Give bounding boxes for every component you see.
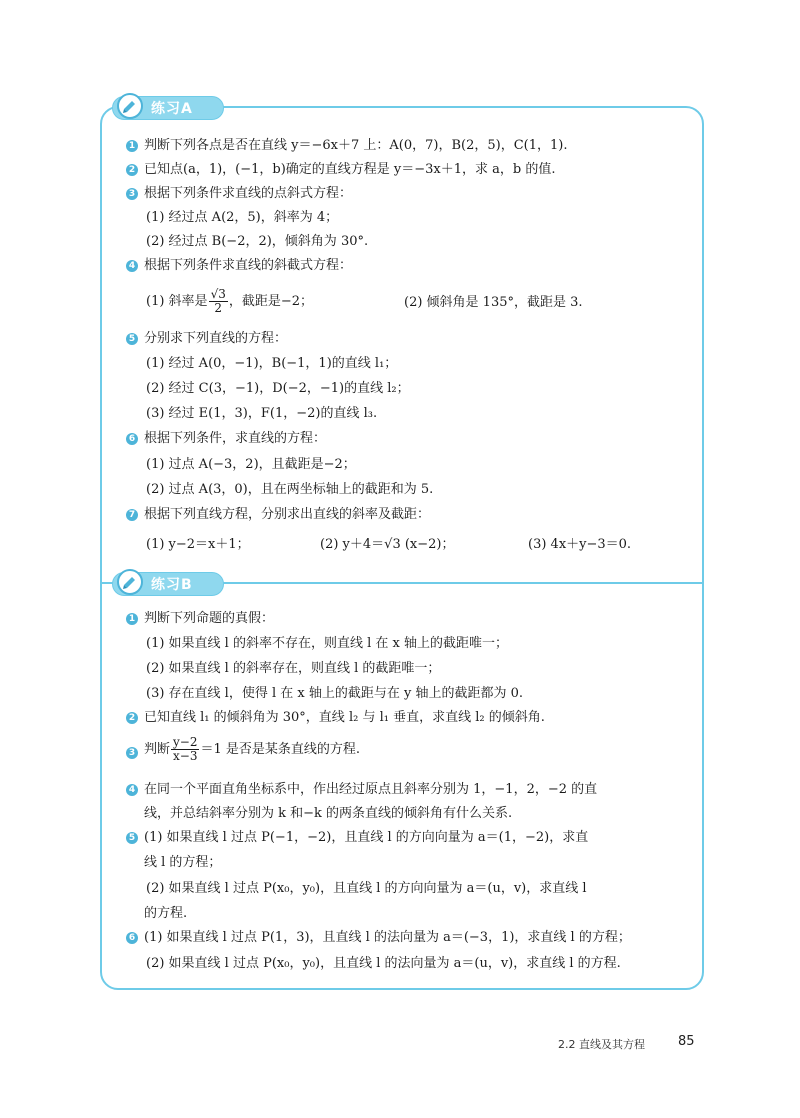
problem-text-cont: 线，并总结斜率分别为 k 和−k 的两条直线的倾斜角有什么关系.: [144, 806, 513, 821]
problem-text: 根据下列条件，求直线的方程：: [144, 431, 327, 446]
problem-text: 判断下列命题的真假：: [144, 611, 275, 626]
problem-number: 5: [126, 333, 138, 345]
problem-number: 4: [126, 260, 138, 272]
sub-item-fraction: (1) 斜率是 $\frac{√3}{2}$ ，截距是−2；: [146, 287, 314, 315]
sub-item: (2) 经过 C(3，−1)，D(−2，−1)的直线 l₂；: [146, 381, 410, 396]
problem-number: 6: [126, 433, 138, 445]
sub-item: (2) y＋4＝√3 (x−2)；: [320, 537, 455, 552]
sub-item: (2) 如果直线 l 的斜率存在，则直线 l 的截距唯一；: [146, 661, 441, 676]
problem-text: 已知直线 l₁ 的倾斜角为 30°，直线 l₂ 与 l₁ 垂直，求直线 l₂ 的倾斜角.: [144, 710, 545, 725]
problem-text: 在同一个平面直角坐标系中，作出经过原点且斜率分别为 1，−1，2，−2 的直: [144, 782, 598, 797]
problem-text-fraction: 判断 $\frac{y-2}{x-3}$ ＝1 是否是某条直线的方程.: [144, 735, 361, 763]
problem-number: 4: [126, 784, 138, 796]
sub-item: (3) 经过 E(1，3)，F(1，−2)的直线 l₃.: [146, 406, 378, 421]
problem-number: 5: [126, 832, 138, 844]
fraction: $\frac{√3}{2}$: [210, 287, 226, 315]
problem-number: 1: [126, 140, 138, 152]
section-b-title: 练习B: [151, 577, 193, 593]
sub-item: (1) 如果直线 l 的斜率不存在，则直线 l 在 x 轴上的截距唯一；: [146, 636, 508, 651]
problem-number: 7: [126, 509, 138, 521]
problem-text: 判断下列各点是否在直线 y＝−6x＋7 上：A(0，7)，B(2，5)，C(1，1).: [144, 138, 568, 153]
problem-text-cont: 线 l 的方程；: [144, 855, 222, 870]
sub-item: (2) 倾斜角是 135°，截距是 3.: [404, 295, 583, 310]
problem-text: (1) 如果直线 l 过点 P(−1，−2)，且直线 l 的方向向量为 a＝(1，−2)，求直: [144, 830, 589, 845]
footer-section: 2.2 直线及其方程: [558, 1038, 645, 1051]
sub-item: (3) 4x＋y−3＝0.: [528, 537, 632, 552]
sub-item: (1) 经过 A(0，−1)，B(−1，1)的直线 l₁；: [146, 356, 398, 371]
sub-item: (2) 如果直线 l 过点 P(x₀，y₀)，且直线 l 的法向量为 a＝(u，v)，求直线 l 的方程.: [146, 956, 621, 971]
sub-item: (2) 经过点 B(−2，2)，倾斜角为 30°.: [146, 234, 369, 249]
problem-number: 2: [126, 712, 138, 724]
problem-text: 根据下列条件求直线的点斜式方程：: [144, 186, 353, 201]
problem-number: 3: [126, 188, 138, 200]
problem-text: 已知点(a，1)，(−1，b)确定的直线方程是 y＝−3x＋1，求 a，b 的值.: [144, 162, 556, 177]
problem-number: 3: [126, 747, 138, 759]
sub-item: (2) 如果直线 l 过点 P(x₀，y₀)，且直线 l 的方向向量为 a＝(u，v)，求直线 l: [146, 881, 587, 896]
sub-item: (1) 过点 A(−3，2)，且截距是−2；: [146, 457, 356, 472]
problem-text: 分别求下列直线的方程：: [144, 331, 288, 346]
fraction: $\frac{y-2}{x-3}$: [173, 735, 198, 763]
problem-text: 根据下列条件求直线的斜截式方程：: [144, 258, 353, 273]
sub-item: (1) 经过点 A(2，5)，斜率为 4；: [146, 210, 339, 225]
page-number: 85: [678, 1034, 695, 1049]
problem-number: 2: [126, 164, 138, 176]
sub-item: (1) y−2＝x＋1；: [146, 537, 250, 552]
section-a-title: 练习A: [151, 101, 193, 117]
problem-number: 6: [126, 932, 138, 944]
problem-text: 根据下列直线方程，分别求出直线的斜率及截距：: [144, 507, 431, 522]
problem-number: 1: [126, 613, 138, 625]
problem-text: (1) 如果直线 l 过点 P(1，3)，且直线 l 的法向量为 a＝(−3，1)，求直线 l 的方程；: [144, 930, 631, 945]
sub-item: (3) 存在直线 l，使得 l 在 x 轴上的截距与在 y 轴上的截距都为 0.: [146, 686, 524, 701]
sub-item: (2) 过点 A(3，0)，且在两坐标轴上的截距和为 5.: [146, 482, 434, 497]
problem-text-cont: 的方程.: [144, 906, 188, 921]
